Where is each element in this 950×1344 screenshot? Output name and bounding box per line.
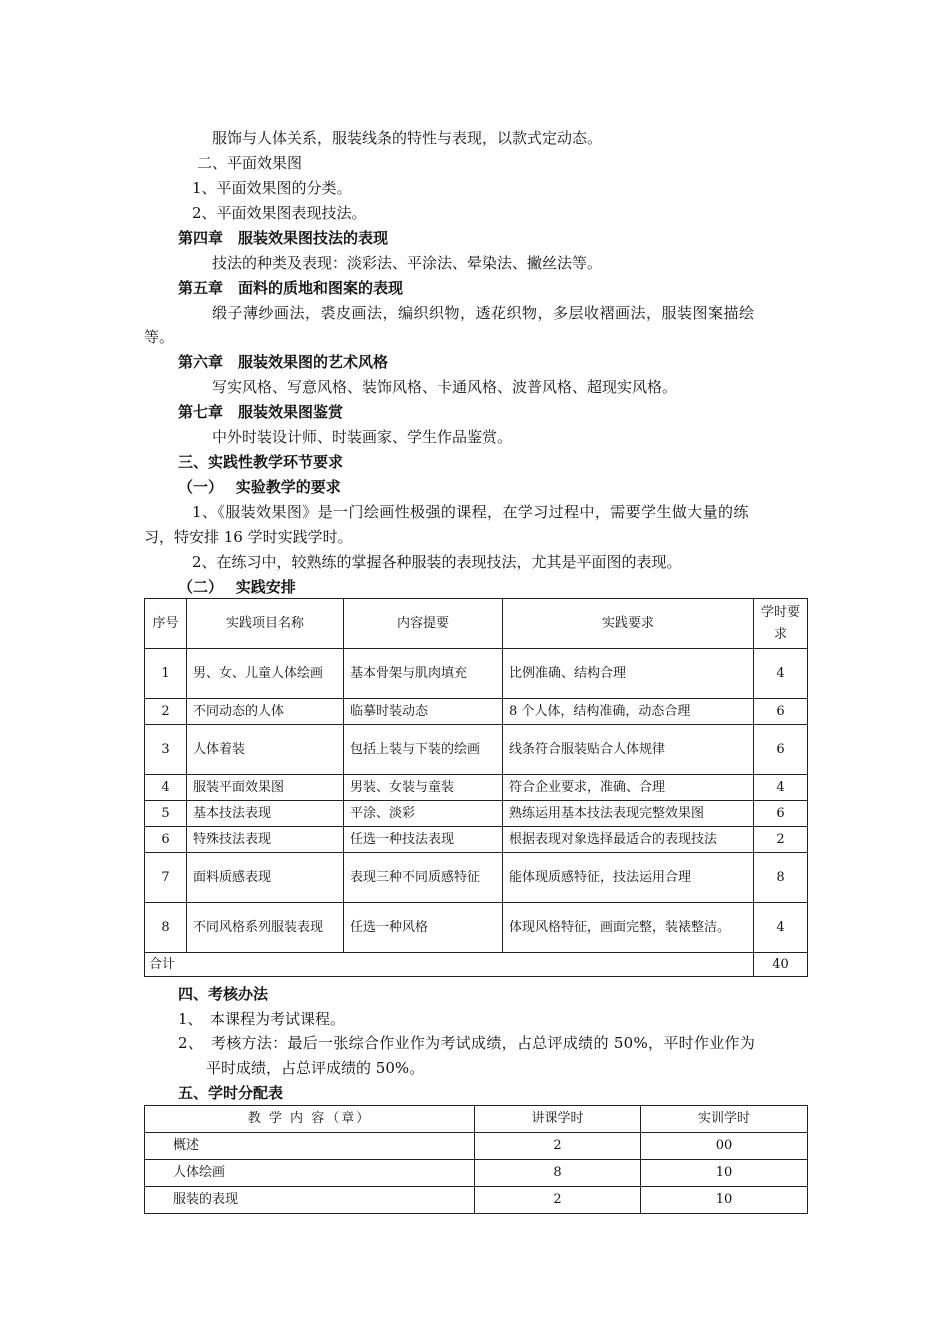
chapter-heading: 第七章 服装效果图鉴赏 xyxy=(178,403,344,421)
text-line: 写实风格、写意风格、装饰风格、卡通风格、波普风格、超现实风格。 xyxy=(212,378,678,396)
table-cell: 4 xyxy=(754,903,808,953)
section-heading: 五、学时分配表 xyxy=(178,1084,284,1102)
table-cell: 6 xyxy=(754,801,808,827)
table-cell: 基本骨架与肌肉填充 xyxy=(344,649,503,699)
table-cell: 8 个人体，结构准确，动态合理 xyxy=(503,699,754,725)
table-cell: 人体着装 xyxy=(187,725,344,775)
section-heading: 二、平面效果图 xyxy=(197,154,303,172)
table-cell: 3 xyxy=(145,725,187,775)
header-cell: 讲课学时 xyxy=(475,1106,641,1133)
table-cell: 2 xyxy=(754,827,808,853)
practice-table xyxy=(144,598,808,977)
table-row xyxy=(145,699,808,725)
header-cell: 实践项目名称 xyxy=(187,599,344,649)
chapter-heading: 第五章 面料的质地和图案的表现 xyxy=(178,279,404,297)
table-cell: 8 xyxy=(475,1160,641,1187)
table-cell: 6 xyxy=(754,725,808,775)
table-row xyxy=(145,903,808,953)
table-cell: 平涂、淡彩 xyxy=(344,801,503,827)
table-cell: 8 xyxy=(145,903,187,953)
text-line: 缎子薄纱画法，裘皮画法，编织织物，透花织物，多层收褶画法，服装图案描绘 xyxy=(212,304,755,322)
text-line: 服饰与人体关系，服装线条的特性与表现，以款式定动态。 xyxy=(212,129,603,147)
table-cell: 任选一种风格 xyxy=(344,903,503,953)
subsection-heading: （一） 实验教学的要求 xyxy=(178,478,341,496)
table-cell: 基本技法表现 xyxy=(187,801,344,827)
table-cell: 6 xyxy=(145,827,187,853)
table-cell: 临摹时装动态 xyxy=(344,699,503,725)
header-cell: 内容提要 xyxy=(344,599,503,649)
table-cell: 服装平面效果图 xyxy=(187,775,344,801)
text-line: 平时成绩，占总评成绩的 50%。 xyxy=(206,1059,425,1077)
text-line: 技法的种类及表现：淡彩法、平涂法、晕染法、撇丝法等。 xyxy=(212,254,603,272)
table-cell: 表现三种不同质感特征 xyxy=(344,853,503,903)
table-cell: 概述 xyxy=(145,1133,475,1160)
table-cell: 不同动态的人体 xyxy=(187,699,344,725)
table-cell: 2 xyxy=(145,699,187,725)
table-row xyxy=(145,1160,808,1187)
text-line: 2、在练习中，较熟练的掌握各种服装的表现技法，尤其是平面图的表现。 xyxy=(192,553,682,571)
table-cell: 面料质感表现 xyxy=(187,853,344,903)
chapter-heading: 第六章 服装效果图的艺术风格 xyxy=(178,353,389,371)
table-cell: 包括上装与下装的绘画 xyxy=(344,725,503,775)
text-line: 1、《服装效果图》是一门绘画性极强的课程，在学习过程中，需要学生做大量的练 xyxy=(192,503,749,521)
text-line: 2、平面效果图表现技法。 xyxy=(192,204,367,222)
table-row xyxy=(145,725,808,775)
table-cell: 2 xyxy=(475,1133,641,1160)
table-row xyxy=(145,775,808,801)
chapter-heading: 第四章 服装效果图技法的表现 xyxy=(178,229,389,247)
table-row xyxy=(145,649,808,699)
table-cell: 特殊技法表现 xyxy=(187,827,344,853)
text-line: 中外时装设计师、时装画家、学生作品鉴赏。 xyxy=(212,428,513,446)
table-total-row xyxy=(145,953,808,977)
table-cell: 符合企业要求，准确、合理 xyxy=(503,775,754,801)
table-cell: 10 xyxy=(641,1160,808,1187)
table-cell: 男装、女装与童装 xyxy=(344,775,503,801)
header-cell: 实践要求 xyxy=(503,599,754,649)
subsection-heading: （二） 实践安排 xyxy=(178,578,296,596)
table-cell: 服装的表现 xyxy=(145,1187,475,1214)
table-cell: 4 xyxy=(754,775,808,801)
table-cell: 8 xyxy=(754,853,808,903)
header-cell: 学时要求 xyxy=(754,599,808,649)
table-cell: 线条符合服装贴合人体规律 xyxy=(503,725,754,775)
table-row xyxy=(145,1133,808,1160)
table-cell: 任选一种技法表现 xyxy=(344,827,503,853)
table-cell: 根据表现对象选择最适合的表现技法 xyxy=(503,827,754,853)
total-value: 40 xyxy=(754,953,808,977)
table-cell: 1 xyxy=(145,649,187,699)
total-label: 合计 xyxy=(145,953,754,977)
text-line: 2、 考核方法：最后一张综合作业作为考试成绩，占总评成绩的 50%，平时作业作为 xyxy=(178,1034,756,1052)
text-line: 1、 本课程为考试课程。 xyxy=(178,1010,346,1028)
table-cell: 体现风格特征，画面完整，装裱整洁。 xyxy=(503,903,754,953)
table-header-row xyxy=(145,599,808,649)
table-cell: 10 xyxy=(641,1187,808,1214)
section-heading: 四、考核办法 xyxy=(178,985,269,1003)
table-cell: 2 xyxy=(475,1187,641,1214)
table-cell: 熟练运用基本技法表现完整效果图 xyxy=(503,801,754,827)
table-cell: 7 xyxy=(145,853,187,903)
table-cell: 能体现质感特征，技法运用合理 xyxy=(503,853,754,903)
table-cell: 不同风格系列服装表现 xyxy=(187,903,344,953)
table-cell: 人体绘画 xyxy=(145,1160,475,1187)
text-line: 等。 xyxy=(144,328,175,346)
section-heading: 三、实践性教学环节要求 xyxy=(178,453,344,471)
table-header-row xyxy=(145,1106,808,1133)
header-cell: 实训学时 xyxy=(641,1106,808,1133)
table-row xyxy=(145,827,808,853)
table-row xyxy=(145,853,808,903)
table-cell: 比例准确、结构合理 xyxy=(503,649,754,699)
table-cell: 男、女、儿童人体绘画 xyxy=(187,649,344,699)
header-cell: 教 学 内 容（章） xyxy=(145,1106,475,1133)
header-cell: 序号 xyxy=(145,599,187,649)
table-row xyxy=(145,1187,808,1214)
table-cell: 6 xyxy=(754,699,808,725)
hours-table xyxy=(144,1105,808,1214)
table-cell: 00 xyxy=(641,1133,808,1160)
table-row xyxy=(145,801,808,827)
table-cell: 5 xyxy=(145,801,187,827)
text-line: 1、平面效果图的分类。 xyxy=(192,179,352,197)
table-cell: 4 xyxy=(754,649,808,699)
table-cell: 4 xyxy=(145,775,187,801)
text-line: 习，特安排 16 学时实践学时。 xyxy=(144,528,353,546)
